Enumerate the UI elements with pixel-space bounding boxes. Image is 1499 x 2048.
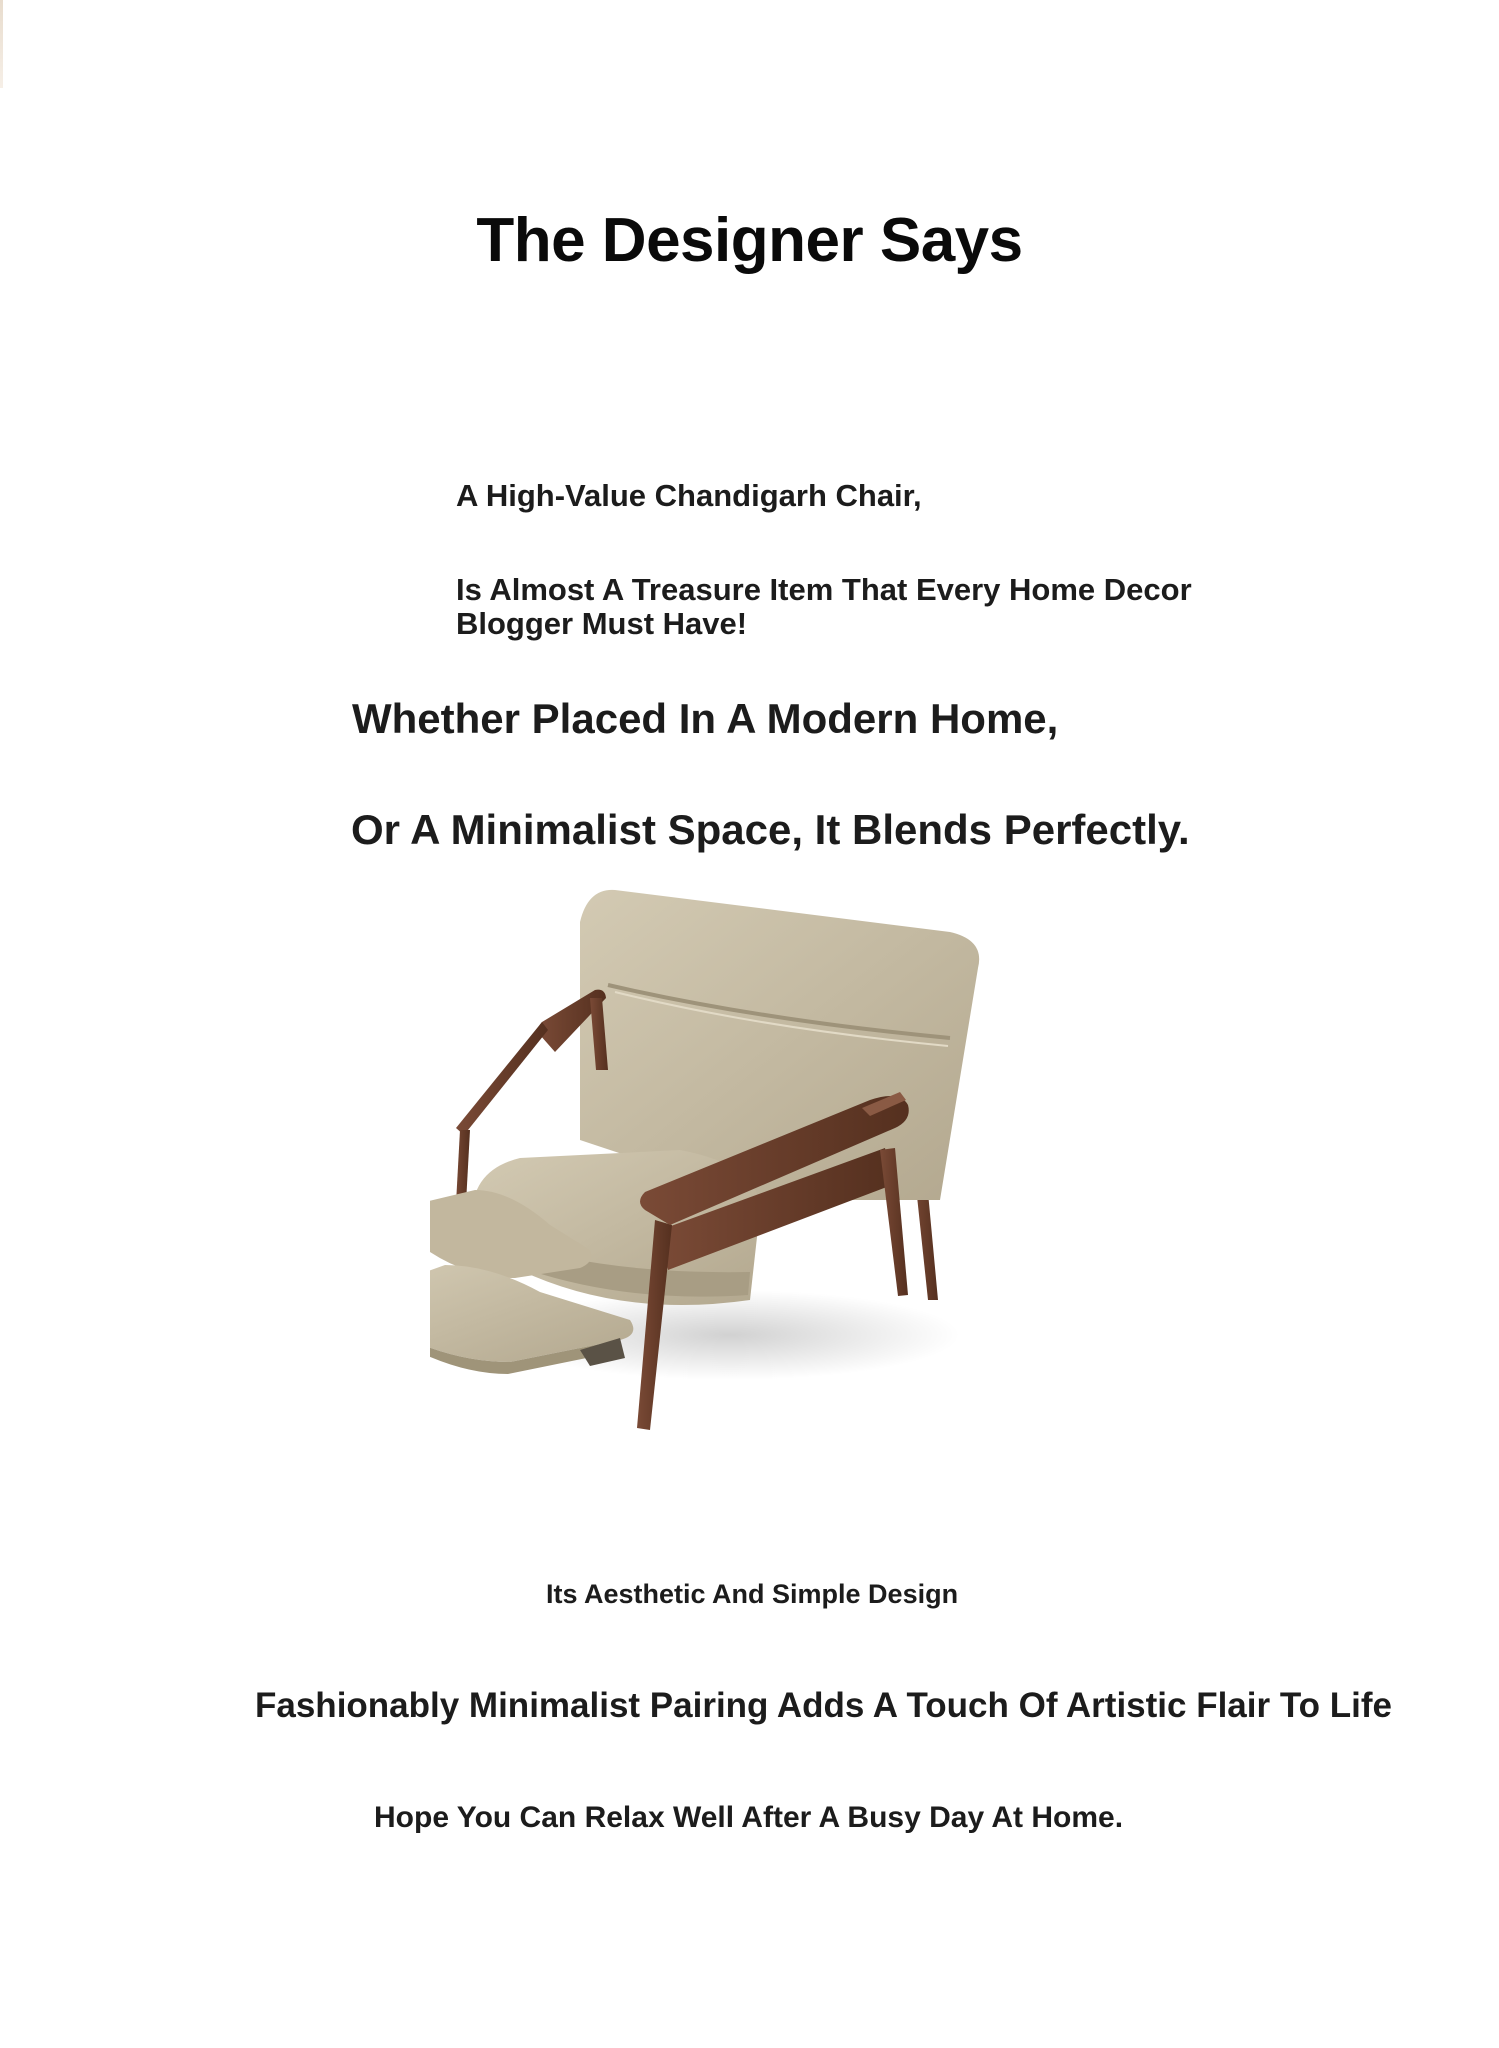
design-line-1: Its Aesthetic And Simple Design — [546, 1579, 959, 1609]
closing-line: Hope You Can Relax Well After A Busy Day At Home. — [374, 1801, 1124, 1834]
feature-line-1: Whether Placed In A Modern Home, — [352, 695, 1059, 742]
design-line-2: Fashionably Minimalist Pairing Adds A Touch Of Artistic Flair To Life — [255, 1686, 1392, 1725]
edge-decoration — [0, 0, 3, 88]
page-title: The Designer Says — [476, 206, 1023, 275]
intro-line-1: A High-Value Chandigarh Chair, — [456, 478, 922, 513]
intro-line-2: Is Almost A Treasure Item That Every Home Decor Blogger Must Have! — [456, 572, 1192, 642]
recliner-chair-illustration — [430, 880, 1010, 1440]
feature-line-2: Or A Minimalist Space, It Blends Perfectly. — [351, 806, 1190, 853]
left-armrest — [456, 1022, 548, 1135]
